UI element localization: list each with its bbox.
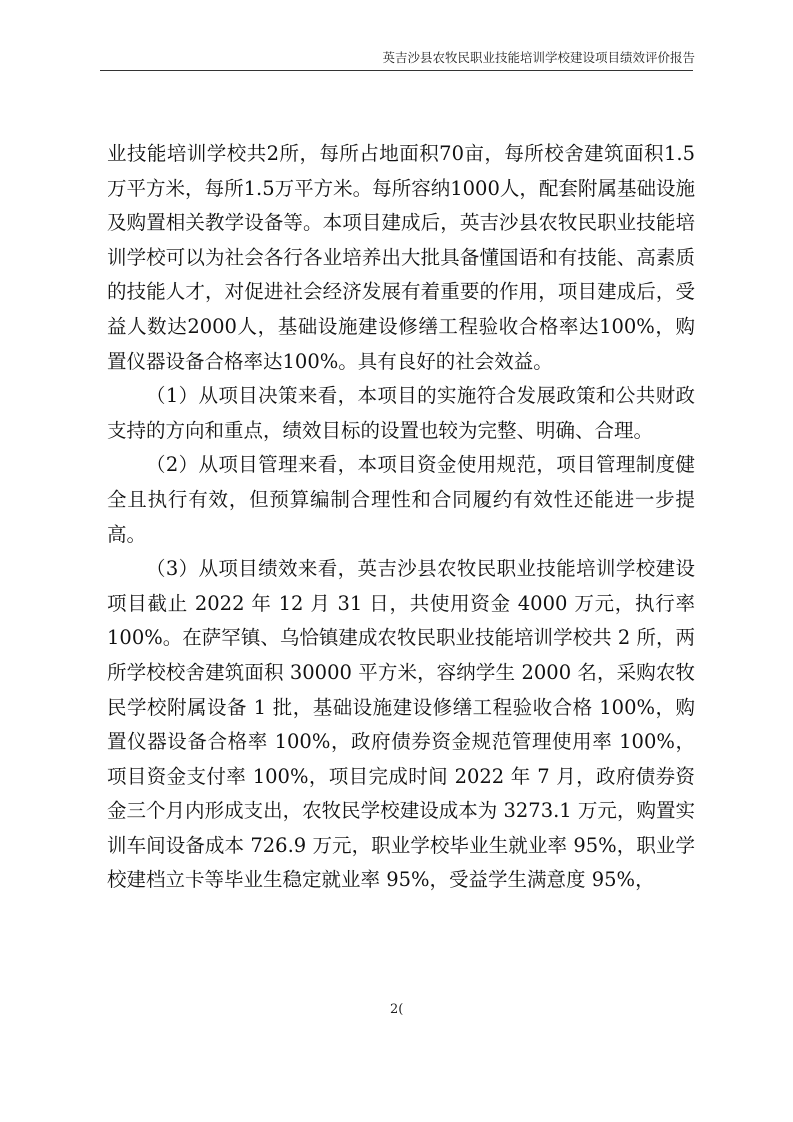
- paragraph-continued: 业技能培训学校共2所，每所占地面积70亩，每所校舍建筑面积1.5万平方米，每所1.5万平方米。每所容纳1000人，配套附属基础设施及购置相关教学设备等。本项目建成后，英吉沙县农牧民职业技能培训学校可以为社会各行各业培养出大批具备懂国语和有技能、高素质的技能人才，对促进社会经济发展有着重要的作用，项目建成后，受益人数达2000人，基础设施建设修缮工程验收合格率达100%，购置仪器设备合格率达100%。具有良好的社会效益。: [107, 142, 695, 373]
- page-number: 2(: [390, 1002, 404, 1017]
- paragraph-decision: （1）从项目决策来看，本项目的实施符合发展政策和公共财政支持的方向和重点，绩效目标的设置也较为完整、明确、合理。: [107, 384, 695, 442]
- header-divider: [100, 70, 693, 71]
- body-text: [107, 137, 695, 898]
- paragraph-performance: （3）从项目绩效来看，英吉沙县农牧民职业技能培训学校建设项目截止 2022 年 12 月 31 日，共使用资金 4000 万元，执行率 100%。在萨罕镇、乌恰镇建成农牧民职业技能培训学校共 2 所，两所学校校舍建筑面积 30000 平方米，容纳学生 2000 名，采购农牧民学校附属设备 1 批，基础设施建设修缮工程验收合格 100%，购置仪器设备合格率 100%，政府债券资金规范管理使用率 100%，项目资金支付率 100%，项目完成时间 2022 年 7 月，政府债券资金三个月内形成支出，农牧民学校建设成本为 3273.1 万元，购置实训车间设备成本 726.9 万元，职业学校毕业生就业率 95%，职业学校建档立卡等毕业生稳定就业率 95%，受益学生满意度 95%，: [107, 557, 695, 892]
- running-header-title: 英吉沙县农牧民职业技能培训学校建设项目绩效评价报告: [382, 50, 695, 65]
- paragraph-management: （2）从项目管理来看，本项目资金使用规范，项目管理制度健全且执行有效，但预算编制合理性和合同履约有效性还能进一步提高。: [107, 453, 695, 546]
